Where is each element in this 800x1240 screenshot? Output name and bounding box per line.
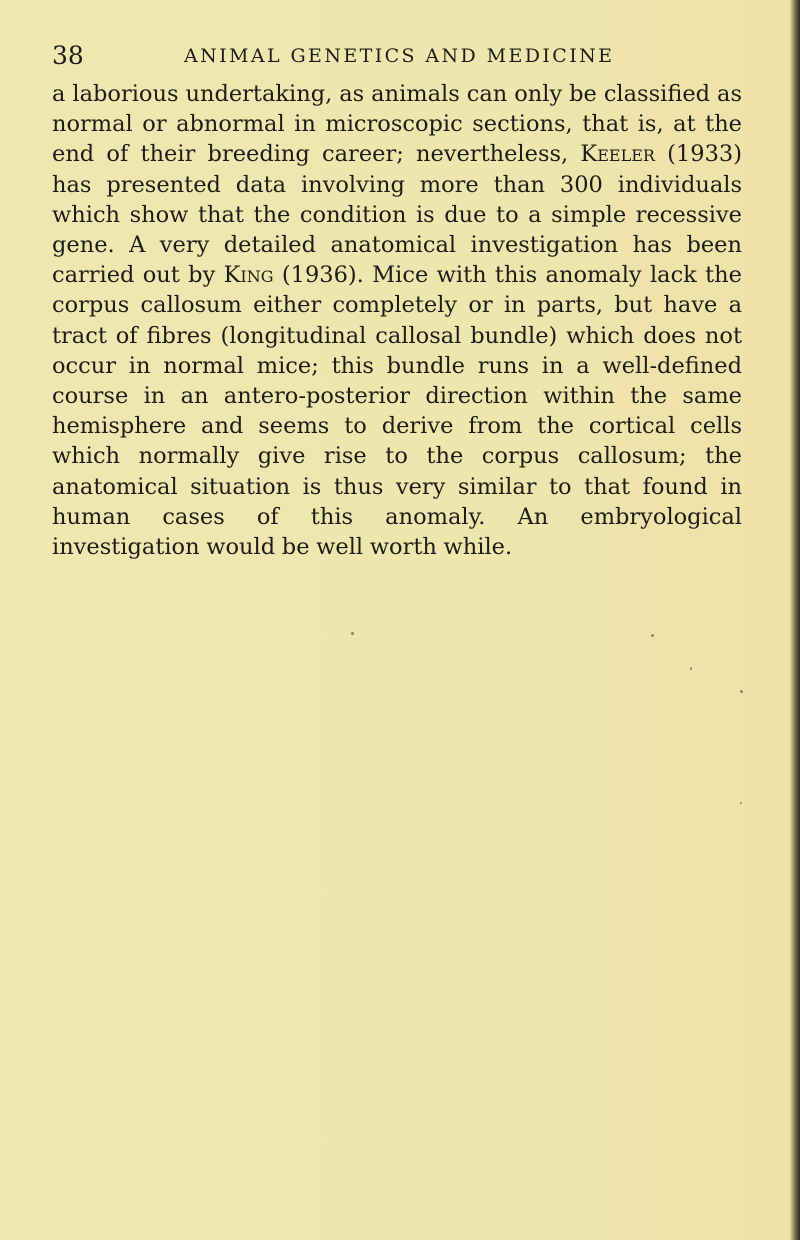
paper-speck bbox=[690, 667, 692, 670]
author-name: King bbox=[223, 262, 274, 289]
body-paragraph bbox=[52, 79, 742, 562]
running-header bbox=[52, 38, 752, 74]
page-edge-shadow bbox=[790, 0, 800, 1240]
paper-speck bbox=[740, 802, 742, 804]
author-name: Keeler bbox=[580, 141, 655, 168]
text-segment: (1936). Mice with this anomaly lack the corpus callosum either completely or in parts, but have a tract of fibres (longitudinal callosal bundle) which does not occur in normal mice; this bundle runs in a well-defined course in an antero-posterior direction within the same hemisphere and seems to derive from the cortical cells which normally give rise to the corpus callosum; the anatomical situation is thus very similar to that found in human cases of this anomaly. An embryological investigation would be well worth while. bbox=[52, 262, 742, 561]
text-segment: a laborious undertaking, as animals can only be classified as normal or abnormal in microscopic sections, that is, at the end of their breeding career; nevertheless, bbox=[52, 81, 742, 168]
paper-speck bbox=[651, 634, 654, 637]
paper-speck bbox=[351, 632, 354, 635]
page-number: 38 bbox=[52, 41, 84, 70]
paper-speck bbox=[740, 690, 743, 693]
running-title: ANIMAL GENETICS AND MEDICINE bbox=[184, 45, 615, 67]
text-segment: (1933) has presented data involving more than 300 individuals which show that the condition is due to a simple recessive gene. A very detailed anatomical investigation has been carried out by bbox=[52, 141, 742, 289]
